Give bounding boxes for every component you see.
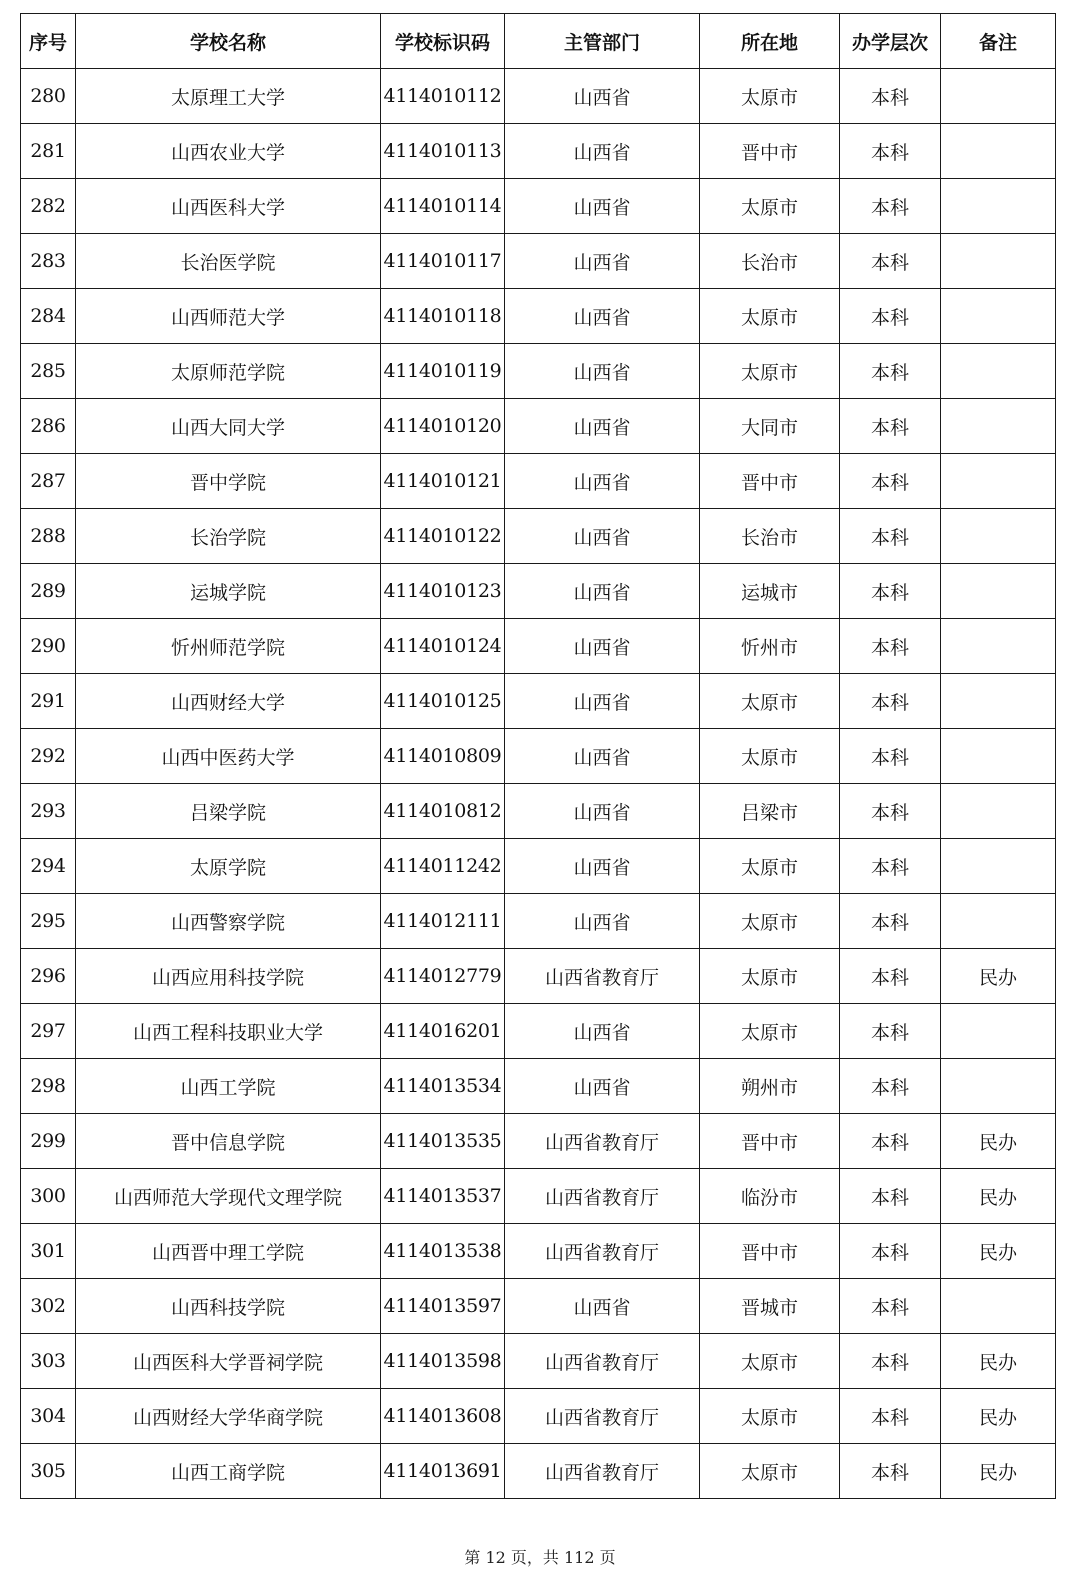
cell-school-code: 4114010118	[381, 289, 505, 344]
table-row	[21, 179, 1056, 234]
cell-school-code: 4114013598	[381, 1334, 505, 1389]
cell-remark	[941, 509, 1056, 564]
cell-remark	[941, 1059, 1056, 1114]
cell-school-name: 太原理工大学	[76, 69, 381, 124]
table-row	[21, 784, 1056, 839]
table-row	[21, 619, 1056, 674]
cell-index: 299	[21, 1114, 76, 1169]
cell-school-code: 4114013535	[381, 1114, 505, 1169]
cell-level: 本科	[840, 784, 941, 839]
header-school-name: 学校名称	[76, 14, 381, 69]
cell-location: 太原市	[700, 69, 840, 124]
cell-remark	[941, 839, 1056, 894]
cell-remark: 民办	[941, 1169, 1056, 1224]
page-number: 第 12 页，共 112 页	[464, 1548, 616, 1567]
cell-school-name: 山西工学院	[76, 1059, 381, 1114]
cell-level: 本科	[840, 619, 941, 674]
cell-school-code: 4114012779	[381, 949, 505, 1004]
cell-school-code: 4114013691	[381, 1444, 505, 1499]
cell-level: 本科	[840, 1389, 941, 1444]
cell-index: 284	[21, 289, 76, 344]
cell-school-code: 4114010809	[381, 729, 505, 784]
cell-remark	[941, 564, 1056, 619]
cell-school-name: 长治学院	[76, 509, 381, 564]
cell-index: 298	[21, 1059, 76, 1114]
cell-school-code: 4114010125	[381, 674, 505, 729]
table-row	[21, 344, 1056, 399]
table-row	[21, 289, 1056, 344]
cell-school-name: 山西警察学院	[76, 894, 381, 949]
cell-location: 晋中市	[700, 454, 840, 509]
cell-department: 山西省	[505, 179, 700, 234]
cell-school-code: 4114010119	[381, 344, 505, 399]
cell-index: 281	[21, 124, 76, 179]
cell-level: 本科	[840, 289, 941, 344]
cell-department: 山西省	[505, 1279, 700, 1334]
cell-level: 本科	[840, 949, 941, 1004]
cell-location: 太原市	[700, 1444, 840, 1499]
cell-level: 本科	[840, 1334, 941, 1389]
cell-remark	[941, 784, 1056, 839]
cell-index: 292	[21, 729, 76, 784]
cell-school-name: 山西财经大学	[76, 674, 381, 729]
cell-school-name: 山西工商学院	[76, 1444, 381, 1499]
table-row	[21, 1444, 1056, 1499]
cell-school-name: 长治医学院	[76, 234, 381, 289]
table-row	[21, 839, 1056, 894]
cell-department: 山西省	[505, 1059, 700, 1114]
cell-level: 本科	[840, 344, 941, 399]
cell-school-name: 山西医科大学	[76, 179, 381, 234]
cell-remark: 民办	[941, 1224, 1056, 1279]
cell-school-name: 山西医科大学晋祠学院	[76, 1334, 381, 1389]
cell-index: 288	[21, 509, 76, 564]
header-department: 主管部门	[505, 14, 700, 69]
cell-school-code: 4114010114	[381, 179, 505, 234]
cell-school-code: 4114016201	[381, 1004, 505, 1059]
cell-index: 302	[21, 1279, 76, 1334]
cell-school-code: 4114011242	[381, 839, 505, 894]
cell-school-code: 4114013538	[381, 1224, 505, 1279]
cell-level: 本科	[840, 234, 941, 289]
cell-school-code: 4114013608	[381, 1389, 505, 1444]
table-row	[21, 69, 1056, 124]
cell-location: 朔州市	[700, 1059, 840, 1114]
cell-level: 本科	[840, 1279, 941, 1334]
cell-level: 本科	[840, 1004, 941, 1059]
header-remark: 备注	[941, 14, 1056, 69]
cell-level: 本科	[840, 509, 941, 564]
cell-level: 本科	[840, 179, 941, 234]
cell-index: 297	[21, 1004, 76, 1059]
cell-level: 本科	[840, 454, 941, 509]
cell-index: 305	[21, 1444, 76, 1499]
cell-school-name: 山西农业大学	[76, 124, 381, 179]
table-row	[21, 1224, 1056, 1279]
table-row	[21, 1114, 1056, 1169]
cell-location: 太原市	[700, 289, 840, 344]
cell-location: 太原市	[700, 179, 840, 234]
cell-level: 本科	[840, 1114, 941, 1169]
cell-location: 太原市	[700, 949, 840, 1004]
cell-department: 山西省教育厅	[505, 1224, 700, 1279]
cell-location: 吕梁市	[700, 784, 840, 839]
table-row	[21, 729, 1056, 784]
cell-school-name: 山西师范大学	[76, 289, 381, 344]
cell-level: 本科	[840, 69, 941, 124]
header-school-code: 学校标识码	[381, 14, 505, 69]
cell-location: 晋中市	[700, 124, 840, 179]
cell-department: 山西省教育厅	[505, 1334, 700, 1389]
cell-school-name: 山西晋中理工学院	[76, 1224, 381, 1279]
cell-index: 293	[21, 784, 76, 839]
table-row	[21, 1004, 1056, 1059]
table-row	[21, 1334, 1056, 1389]
cell-remark	[941, 69, 1056, 124]
cell-department: 山西省	[505, 894, 700, 949]
cell-index: 283	[21, 234, 76, 289]
cell-department: 山西省	[505, 124, 700, 179]
cell-location: 太原市	[700, 894, 840, 949]
cell-index: 301	[21, 1224, 76, 1279]
cell-level: 本科	[840, 1059, 941, 1114]
table-row	[21, 949, 1056, 1004]
cell-location: 太原市	[700, 1334, 840, 1389]
cell-index: 300	[21, 1169, 76, 1224]
cell-remark: 民办	[941, 1114, 1056, 1169]
table-row	[21, 234, 1056, 289]
table-row	[21, 674, 1056, 729]
cell-school-code: 4114010122	[381, 509, 505, 564]
cell-index: 290	[21, 619, 76, 674]
table-row	[21, 124, 1056, 179]
cell-school-code: 4114012111	[381, 894, 505, 949]
header-location: 所在地	[700, 14, 840, 69]
cell-school-name: 山西师范大学现代文理学院	[76, 1169, 381, 1224]
cell-location: 太原市	[700, 839, 840, 894]
table-row	[21, 564, 1056, 619]
cell-department: 山西省	[505, 509, 700, 564]
cell-department: 山西省	[505, 69, 700, 124]
header-index: 序号	[21, 14, 76, 69]
cell-department: 山西省	[505, 454, 700, 509]
cell-level: 本科	[840, 729, 941, 784]
cell-index: 289	[21, 564, 76, 619]
cell-school-name: 吕梁学院	[76, 784, 381, 839]
cell-level: 本科	[840, 1444, 941, 1499]
cell-location: 太原市	[700, 344, 840, 399]
cell-department: 山西省教育厅	[505, 1444, 700, 1499]
cell-school-code: 4114010124	[381, 619, 505, 674]
cell-index: 294	[21, 839, 76, 894]
table-row	[21, 509, 1056, 564]
cell-school-name: 山西应用科技学院	[76, 949, 381, 1004]
cell-department: 山西省	[505, 839, 700, 894]
cell-school-code: 4114010112	[381, 69, 505, 124]
cell-school-name: 山西财经大学华商学院	[76, 1389, 381, 1444]
cell-remark	[941, 344, 1056, 399]
table-row	[21, 1059, 1056, 1114]
cell-department: 山西省	[505, 1004, 700, 1059]
cell-location: 太原市	[700, 674, 840, 729]
cell-remark	[941, 124, 1056, 179]
cell-school-name: 忻州师范学院	[76, 619, 381, 674]
table-header-row	[21, 14, 1056, 69]
cell-department: 山西省	[505, 619, 700, 674]
cell-department: 山西省教育厅	[505, 1114, 700, 1169]
cell-department: 山西省	[505, 234, 700, 289]
cell-index: 303	[21, 1334, 76, 1389]
cell-level: 本科	[840, 564, 941, 619]
cell-level: 本科	[840, 839, 941, 894]
cell-level: 本科	[840, 674, 941, 729]
cell-location: 运城市	[700, 564, 840, 619]
cell-location: 忻州市	[700, 619, 840, 674]
cell-school-code: 4114010123	[381, 564, 505, 619]
cell-location: 晋城市	[700, 1279, 840, 1334]
cell-remark	[941, 729, 1056, 784]
cell-department: 山西省教育厅	[505, 1389, 700, 1444]
table-row	[21, 1389, 1056, 1444]
cell-department: 山西省教育厅	[505, 949, 700, 1004]
cell-level: 本科	[840, 1169, 941, 1224]
cell-school-name: 晋中学院	[76, 454, 381, 509]
cell-index: 286	[21, 399, 76, 454]
cell-department: 山西省	[505, 674, 700, 729]
cell-remark	[941, 1279, 1056, 1334]
cell-remark	[941, 234, 1056, 289]
cell-level: 本科	[840, 894, 941, 949]
cell-location: 太原市	[700, 1389, 840, 1444]
cell-location: 晋中市	[700, 1224, 840, 1279]
cell-location: 临汾市	[700, 1169, 840, 1224]
table-row	[21, 1169, 1056, 1224]
table-body	[21, 69, 1056, 1499]
cell-remark	[941, 289, 1056, 344]
cell-remark	[941, 179, 1056, 234]
cell-school-code: 4114013537	[381, 1169, 505, 1224]
cell-school-name: 晋中信息学院	[76, 1114, 381, 1169]
cell-department: 山西省	[505, 784, 700, 839]
cell-school-name: 山西中医药大学	[76, 729, 381, 784]
cell-remark	[941, 1004, 1056, 1059]
cell-location: 太原市	[700, 729, 840, 784]
cell-remark: 民办	[941, 1444, 1056, 1499]
cell-department: 山西省	[505, 399, 700, 454]
cell-remark: 民办	[941, 1389, 1056, 1444]
cell-remark	[941, 399, 1056, 454]
cell-school-code: 4114013597	[381, 1279, 505, 1334]
cell-location: 晋中市	[700, 1114, 840, 1169]
cell-remark: 民办	[941, 949, 1056, 1004]
cell-remark: 民办	[941, 1334, 1056, 1389]
cell-index: 285	[21, 344, 76, 399]
header-level: 办学层次	[840, 14, 941, 69]
table-row	[21, 399, 1056, 454]
cell-school-code: 4114013534	[381, 1059, 505, 1114]
cell-department: 山西省	[505, 289, 700, 344]
cell-index: 304	[21, 1389, 76, 1444]
cell-school-name: 山西工程科技职业大学	[76, 1004, 381, 1059]
cell-school-name: 太原学院	[76, 839, 381, 894]
cell-index: 280	[21, 69, 76, 124]
cell-location: 大同市	[700, 399, 840, 454]
cell-index: 287	[21, 454, 76, 509]
table-row	[21, 894, 1056, 949]
table-row	[21, 454, 1056, 509]
cell-remark	[941, 894, 1056, 949]
cell-level: 本科	[840, 399, 941, 454]
cell-location: 长治市	[700, 234, 840, 289]
cell-index: 291	[21, 674, 76, 729]
table-row	[21, 1279, 1056, 1334]
cell-index: 295	[21, 894, 76, 949]
cell-remark	[941, 619, 1056, 674]
cell-index: 296	[21, 949, 76, 1004]
school-list-table	[20, 13, 1056, 1499]
cell-school-code: 4114010812	[381, 784, 505, 839]
cell-department: 山西省教育厅	[505, 1169, 700, 1224]
cell-school-code: 4114010120	[381, 399, 505, 454]
cell-school-code: 4114010117	[381, 234, 505, 289]
cell-remark	[941, 674, 1056, 729]
cell-school-code: 4114010113	[381, 124, 505, 179]
cell-school-name: 运城学院	[76, 564, 381, 619]
cell-level: 本科	[840, 1224, 941, 1279]
cell-level: 本科	[840, 124, 941, 179]
cell-school-code: 4114010121	[381, 454, 505, 509]
cell-department: 山西省	[505, 729, 700, 784]
cell-location: 太原市	[700, 1004, 840, 1059]
cell-school-name: 太原师范学院	[76, 344, 381, 399]
cell-school-name: 山西大同大学	[76, 399, 381, 454]
cell-department: 山西省	[505, 564, 700, 619]
cell-department: 山西省	[505, 344, 700, 399]
cell-location: 长治市	[700, 509, 840, 564]
cell-remark	[941, 454, 1056, 509]
cell-school-name: 山西科技学院	[76, 1279, 381, 1334]
cell-index: 282	[21, 179, 76, 234]
